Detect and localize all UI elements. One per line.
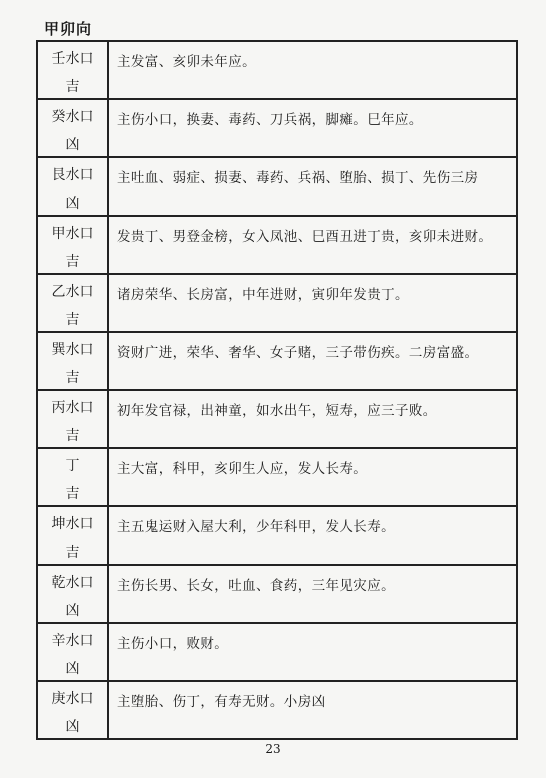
water-mouth-table xyxy=(36,40,518,740)
verdict: 凶 xyxy=(65,137,80,154)
row-label xyxy=(38,682,109,738)
row-description: 资财广进，荣华、奢华、女子赌，三子带伤疾。二房富盛。 xyxy=(117,344,479,361)
row-description: 主大富，科甲，亥卯生人应，发人长寿。 xyxy=(117,461,368,478)
verdict: 吉 xyxy=(65,79,80,96)
row-label xyxy=(38,449,109,505)
table-row xyxy=(38,391,516,449)
row-label xyxy=(38,507,109,563)
row-label xyxy=(38,624,109,680)
table-row xyxy=(38,566,516,624)
water-mouth-name: 丁 xyxy=(65,458,80,475)
verdict: 吉 xyxy=(65,253,80,270)
verdict: 凶 xyxy=(65,602,80,619)
water-mouth-name: 坤水口 xyxy=(51,516,94,533)
table-row xyxy=(38,158,516,216)
row-label xyxy=(38,391,109,447)
row-label xyxy=(38,275,109,331)
water-mouth-name: 艮水口 xyxy=(51,167,94,184)
row-label xyxy=(38,42,109,98)
row-description: 发贵丁、男登金榜，女入凤池、巳酉丑进丁贵，亥卯未进财。 xyxy=(117,228,493,245)
row-description: 诸房荣华、长房富，中年进财，寅卯年发贵丁。 xyxy=(117,286,409,303)
water-mouth-name: 乾水口 xyxy=(51,574,94,591)
table-row xyxy=(38,449,516,507)
page-heading: 甲卯向 xyxy=(44,20,93,38)
water-mouth-name: 癸水口 xyxy=(51,109,94,126)
water-mouth-name: 庚水口 xyxy=(51,690,94,707)
table-row xyxy=(38,682,516,738)
row-description: 主吐血、弱症、损妻、毒药、兵祸、堕胎、损丁、先伤三房 xyxy=(117,170,479,187)
row-label xyxy=(38,333,109,389)
table-row xyxy=(38,333,516,391)
row-label xyxy=(38,217,109,273)
row-label xyxy=(38,158,109,214)
page-number: 23 xyxy=(265,742,281,756)
verdict: 凶 xyxy=(65,195,80,212)
table-row xyxy=(38,507,516,565)
row-description: 主发富、亥卯未年应。 xyxy=(117,54,256,70)
water-mouth-name: 辛水口 xyxy=(51,632,94,649)
verdict: 吉 xyxy=(65,311,80,328)
row-description: 初年发官禄，出神童，如水出午，短寿，应三子败。 xyxy=(117,403,437,420)
water-mouth-name: 巽水口 xyxy=(51,341,94,358)
table-row xyxy=(38,624,516,682)
verdict: 凶 xyxy=(65,719,80,736)
water-mouth-name: 丙水口 xyxy=(51,400,94,417)
verdict: 凶 xyxy=(65,660,80,677)
row-description: 主伤小口，换妻、毒药、刀兵祸，脚瘫。巳年应。 xyxy=(117,112,423,129)
table-row xyxy=(38,100,516,158)
verdict: 吉 xyxy=(65,544,80,561)
verdict: 吉 xyxy=(65,486,80,503)
verdict: 吉 xyxy=(65,370,80,387)
row-description: 主伤小口，败财。 xyxy=(117,635,229,652)
table-row xyxy=(38,275,516,333)
row-label xyxy=(38,100,109,156)
row-description: 主伤长男、长女，吐血、食药，三年见灾应。 xyxy=(117,577,395,594)
water-mouth-name: 甲水口 xyxy=(51,225,94,242)
row-label xyxy=(38,566,109,622)
table-row xyxy=(38,42,516,100)
row-description: 主五鬼运财入屋大利，少年科甲，发人长寿。 xyxy=(117,519,395,536)
row-description: 主堕胎、伤丁，有寿无财。小房凶 xyxy=(117,693,326,710)
verdict: 吉 xyxy=(65,428,80,445)
water-mouth-name: 乙水口 xyxy=(51,283,94,300)
water-mouth-name: 壬水口 xyxy=(51,51,94,67)
table-row xyxy=(38,217,516,275)
